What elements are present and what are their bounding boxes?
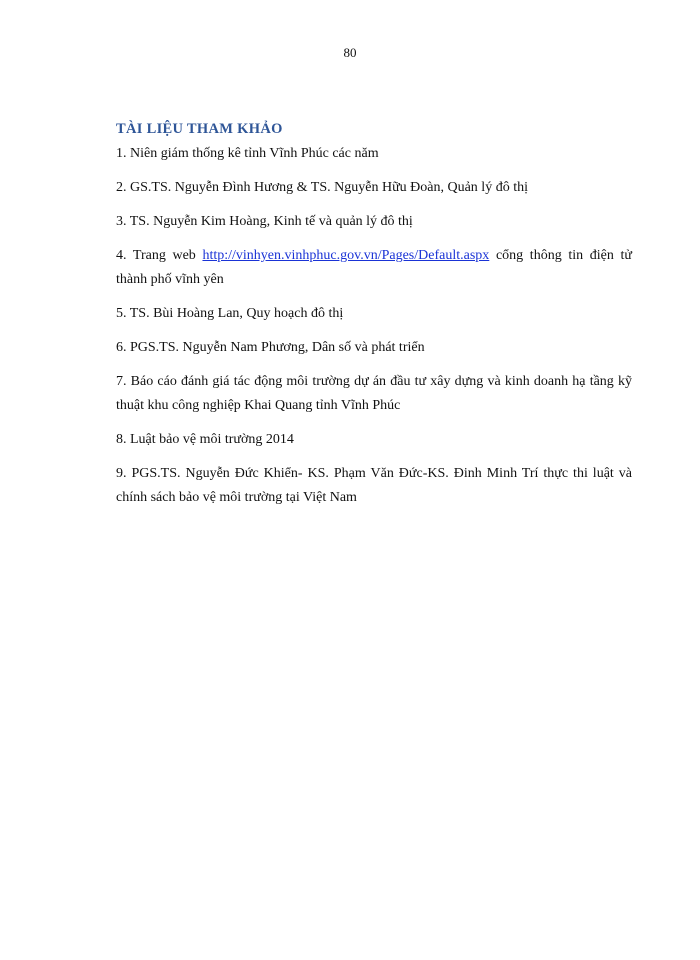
reference-item-4 — [116, 244, 632, 292]
reference-item-6: 6. PGS.TS. Nguyễn Nam Phương, Dân số và phát triển — [116, 340, 425, 355]
reference-item-9: 9. PGS.TS. Nguyễn Đức Khiển- KS. Phạm Văn Đức-KS. Đinh Minh Trí thực thi luật và chính sách bảo vệ môi trường tại Việt Nam — [116, 466, 632, 505]
reference-item-4-suffix: cổng thông tin điện tử thành phố vĩnh yên — [116, 248, 632, 287]
page-number: 80 — [343, 45, 357, 60]
reference-item-4-prefix: 4. Trang web — [116, 248, 203, 263]
reference-item-7: 7. Báo cáo đánh giá tác động môi trường dự án đầu tư xây dựng và kinh doanh hạ tầng kỹ thuật khu công nghiệp Khai Quang tỉnh Vĩnh Phúc — [116, 374, 632, 413]
reference-link[interactable]: http://vinhyen.vinhphuc.gov.vn/Pages/Default.aspx — [202, 248, 490, 263]
reference-item-8: 8. Luật bảo vệ môi trường 2014 — [116, 432, 294, 447]
reference-item-5: 5. TS. Bùi Hoàng Lan, Quy hoạch đô thị — [116, 306, 344, 321]
references-list — [116, 141, 632, 510]
reference-item-1: 1. Niên giám thống kê tỉnh Vĩnh Phúc các năm — [116, 146, 379, 161]
reference-item-3: 3. TS. Nguyễn Kim Hoàng, Kinh tế và quản lý đô thị — [116, 214, 413, 229]
references-heading: TÀI LIỆU THAM KHẢO — [116, 121, 283, 137]
reference-item-2: 2. GS.TS. Nguyễn Đình Hương & TS. Nguyễn Hữu Đoàn, Quản lý đô thị — [116, 180, 528, 195]
